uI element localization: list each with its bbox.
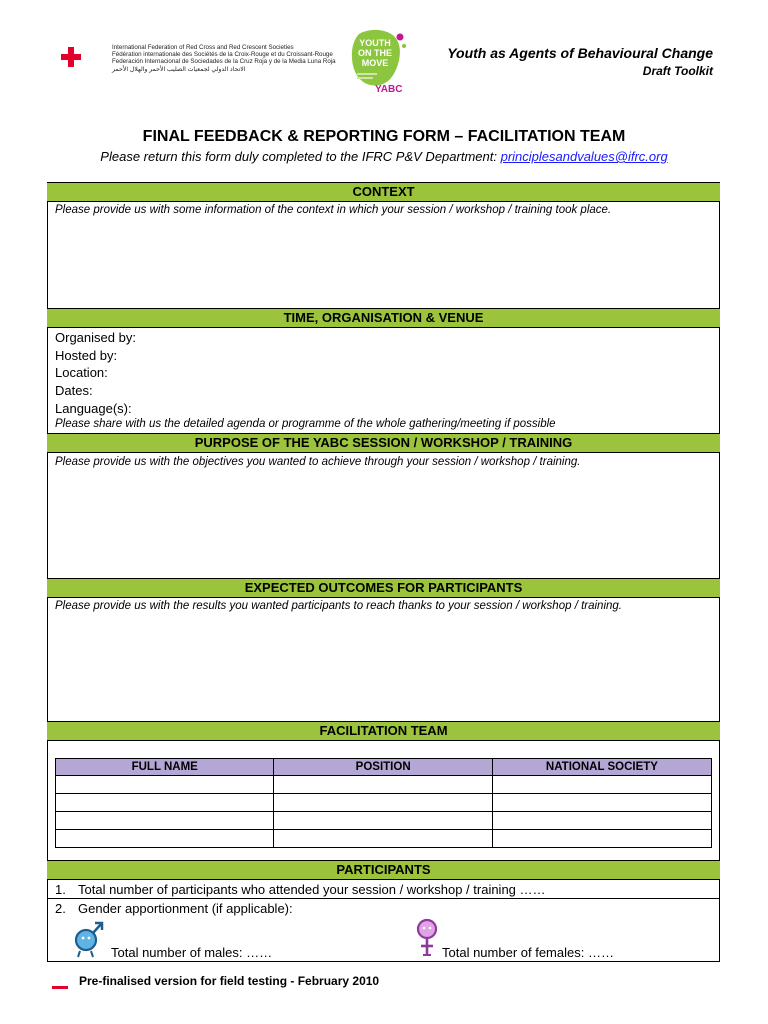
ifrc-name-block	[112, 44, 336, 73]
participants-total-item	[55, 882, 546, 897]
team-cell-society[interactable]	[492, 830, 711, 848]
table-row	[56, 830, 712, 848]
organised-by-field[interactable]: Organised by:	[55, 330, 136, 345]
ifrc-name-ar: الاتحاد الدولي لجمعيات الصليب الأحمر والهلال الأحمر	[112, 65, 246, 73]
col-full-name: FULL NAME	[56, 759, 274, 776]
team-table-header-row	[56, 759, 712, 776]
section-participants-heading: PARTICIPANTS	[47, 860, 720, 880]
table-row	[56, 794, 712, 812]
yabc-logo	[345, 28, 410, 96]
col-position: POSITION	[274, 759, 492, 776]
form-subtitle-text: Please return this form duly completed to the IFRC P&V Department:	[100, 149, 501, 164]
gender-apportionment-item	[55, 901, 293, 916]
ifrc-name-fr: Fédération internationale des Sociétés de la Croix-Rouge et du Croissant-Rouge	[112, 51, 333, 59]
team-cell-society[interactable]	[492, 776, 711, 794]
form-subtitle	[0, 149, 768, 164]
section-team-heading: FACILITATION TEAM	[47, 721, 720, 741]
context-answer-area[interactable]	[48, 220, 719, 308]
yabc-logo-line1: YOUTH	[359, 38, 391, 48]
ifrc-name-es: Federación Internacional de Sociedades de la Cruz Roja y de la Media Luna Roja	[112, 58, 336, 66]
context-note: Please provide us with some information of the context in which your session / workshop / training took place.	[55, 204, 612, 216]
col-national-society: NATIONAL SOCIETY	[492, 759, 711, 776]
team-cell-name[interactable]	[56, 794, 274, 812]
outcomes-note: Please provide us with the results you wanted participants to reach thanks to your session / workshop / training.	[55, 600, 622, 612]
team-cell-position[interactable]	[274, 776, 492, 794]
male-figure-icon	[72, 918, 108, 958]
team-cell-society[interactable]	[492, 794, 711, 812]
languages-field[interactable]: Language(s):	[55, 401, 132, 416]
facilitation-team-table	[55, 758, 712, 848]
yabc-logo-line3: MOVE	[361, 58, 389, 68]
footer-red-mark	[52, 986, 68, 989]
table-row	[56, 776, 712, 794]
section-context-heading: CONTEXT	[47, 182, 720, 202]
form-title: FINAL FEEDBACK & REPORTING FORM – FACILITATION TEAM	[142, 128, 626, 145]
list-number: 2.	[55, 901, 66, 916]
team-cell-name[interactable]	[56, 776, 274, 794]
list-number: 1.	[55, 882, 66, 897]
toolkit-title: Youth as Agents of Behavioural Change	[447, 45, 713, 61]
table-row	[56, 812, 712, 830]
dates-field[interactable]: Dates:	[55, 383, 93, 398]
team-cell-position[interactable]	[274, 812, 492, 830]
team-cell-position[interactable]	[274, 794, 492, 812]
toolkit-subtitle: Draft Toolkit	[642, 64, 713, 78]
footer-version-note: Pre-finalised version for field testing - February 2010	[79, 974, 380, 988]
female-figure-icon	[414, 917, 440, 959]
yabc-logo-line2: ON THE	[357, 48, 393, 58]
purpose-answer-area[interactable]	[48, 472, 719, 578]
team-cell-name[interactable]	[56, 812, 274, 830]
ifrc-logo	[57, 43, 109, 71]
team-cell-society[interactable]	[492, 812, 711, 830]
agenda-note: Please share with us the detailed agenda or programme of the whole gathering/meeting if possible	[55, 418, 556, 430]
ifrc-name-en: International Federation of Red Cross and Red Crescent Societies	[112, 44, 294, 51]
team-cell-position[interactable]	[274, 830, 492, 848]
females-total-field[interactable]: Total number of females: ……	[442, 945, 614, 960]
males-total-field[interactable]: Total number of males: ……	[111, 945, 273, 960]
participants-total-label: Total number of participants who attended your session / workshop / training ……	[78, 882, 546, 897]
participants-divider	[47, 898, 720, 899]
gender-apportionment-label: Gender apportionment (if applicable):	[78, 901, 293, 916]
section-purpose-heading: PURPOSE OF THE YABC SESSION / WORKSHOP / TRAINING	[47, 433, 720, 453]
outcomes-answer-area[interactable]	[48, 616, 719, 722]
section-time-heading: TIME, ORGANISATION & VENUE	[47, 308, 720, 328]
purpose-note: Please provide us with the objectives you wanted to achieve through your session / workshop / training.	[55, 456, 581, 468]
hosted-by-field[interactable]: Hosted by:	[55, 348, 118, 363]
team-cell-name[interactable]	[56, 830, 274, 848]
location-field[interactable]: Location:	[55, 365, 108, 380]
yabc-badge: YABC	[375, 84, 403, 95]
section-outcomes-heading: EXPECTED OUTCOMES FOR PARTICIPANTS	[47, 578, 720, 598]
email-link[interactable]: principlesandvalues@ifrc.org	[500, 149, 668, 164]
